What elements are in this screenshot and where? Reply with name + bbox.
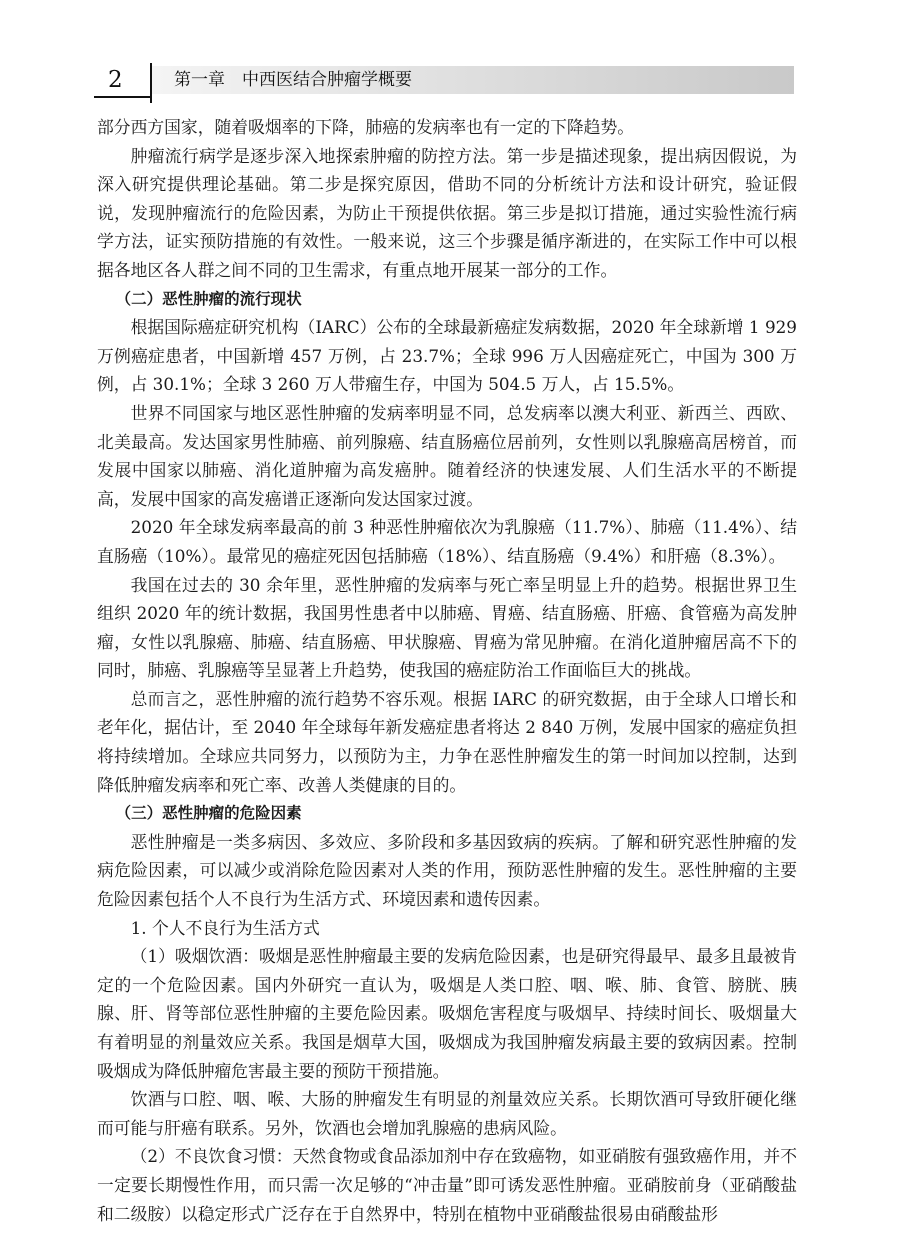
paragraph-regional-differences: 世界不同国家与地区恶性肿瘤的发病率明显不同，总发病率以澳大利亚、新西兰、西欧、北美最高。发达国家男性肺癌、前列腺癌、结直肠癌位居前列，女性则以乳腺癌高居榜首，而发展中国家以肺癌、消化道肿瘤为高发癌肿。随着经济的快速发展、人们生活水平的不断提高，发展中国家的高发癌谱正逐渐向发达国家过渡。: [97, 402, 797, 509]
chapter-title: 第一章 中西医结合肿瘤学概要: [174, 70, 412, 90]
paragraph-diet-habits: （2）不良饮食习惯：天然食物或食品添加剂中存在致癌物，如亚硝胺有强致癌作用，并不一定要长期慢性作用，而只需一次足够的“冲击量”即可诱发恶性肿瘤。亚硝胺前身（亚硝酸盐和二级胺）以稳定形式广泛存在于自然界中，特别在植物中亚硝酸盐很易由硝酸盐形: [97, 1146, 797, 1224]
paragraph-continuation: 部分西方国家，随着吸烟率的下降，肺癌的发病率也有一定的下降趋势。: [97, 117, 635, 137]
page-body: [97, 113, 797, 1228]
paragraph-alcohol: 饮酒与口腔、咽、喉、大肠的肿瘤发生有明显的剂量效应关系。长期饮酒可导致肝硬化继而可能与肝癌有联系。另外，饮酒也会增加乳腺癌的患病风险。: [97, 1089, 797, 1138]
paragraph-china-trends: 我国在过去的 30 余年里，恶性肿瘤的发病率与死亡率呈明显上升的趋势。根据世界卫生组织 2020 年的统计数据，我国男性患者中以肺癌、胃癌、结直肠癌、肝癌、食管癌为高发肿瘤，女性以乳腺癌、肺癌、结直肠癌、甲状腺癌、胃癌为常见肿瘤。在消化道肿瘤居高不下的同时，肺癌、乳腺癌等呈显著上升趋势，使我国的癌症防治工作面临巨大的挑战。: [97, 574, 797, 681]
paragraph-risk-factors-intro: 恶性肿瘤是一类多病因、多效应、多阶段和多基因致病的疾病。了解和研究恶性肿瘤的发病危险因素，可以减少或消除危险因素对人类的作用，预防恶性肿瘤的发生。恶性肿瘤的主要危险因素包括个人不良行为生活方式、环境因素和遗传因素。: [97, 831, 797, 910]
section-heading-risk-factors: （三）恶性肿瘤的危险因素: [115, 804, 302, 823]
page-number: 2: [108, 67, 123, 93]
subheading-lifestyle: 1. 个人不良行为生活方式: [130, 917, 320, 938]
paragraph-summary-outlook: 总而言之，恶性肿瘤的流行趋势不容乐观。根据 IARC 的研究数据，由于全球人口增长和老年化，据估计，至 2040 年全球每年新发癌症患者将达 2 840 万例，发展中国家的癌症负担将持续增加。全球应共同努力，以预防为主，力争在恶性肿瘤发生的第一时间加以控制，达到降低肿瘤发病率和死亡率、改善人类健康的目的。: [97, 688, 797, 795]
section-heading-current-status: （二）恶性肿瘤的流行现状: [115, 289, 302, 308]
paragraph-epidemiology-methods: 肿瘤流行病学是逐步深入地探索肿瘤的防控方法。第一步是描述现象，提出病因假说，为深入研究提供理论基础。第二步是探究原因，借助不同的分析统计方法和设计研究，验证假说，发现肿瘤流行的危险因素，为防止干预提供依据。第三步是拟订措施，通过实验性流行病学方法，证实预防措施的有效性。一般来说，这三个步骤是循序渐进的，在实际工作中可以根据各地区各人群之间不同的卫生需求，有重点地开展某一部分的工作。: [97, 145, 797, 280]
paragraph-iarc-data: 根据国际癌症研究机构（IARC）公布的全球最新癌症发病数据，2020 年全球新增 1 929 万例癌症患者，中国新增 457 万例，占 23.7%；全球 996 万人因癌症死亡，中国为 300 万例，占 30.1%；全球 3 260 万人带瘤生存，中国为 504.5 万人，占 15.5%。: [97, 317, 797, 395]
paragraph-smoking-drinking: （1）吸烟饮酒：吸烟是恶性肿瘤最主要的发病危险因素，也是研究得最早、最多且最被肯定的一个危险因素。国内外研究一直认为，吸烟是人类口腔、咽、喉、肺、食管、膀胱、胰腺、肝、肾等部位恶性肿瘤的主要危险因素。吸烟危害程度与吸烟早、持续时间长、吸烟量大有着明显的剂量效应关系。我国是烟草大国，吸烟成为我国肿瘤发病最主要的致病因素。控制吸烟成为降低肿瘤危害最主要的预防干预措施。: [97, 946, 797, 1081]
running-header: [94, 63, 794, 97]
header-divider-horizontal: [94, 96, 152, 98]
paragraph-top-cancers-2020: 2020 年全球发病率最高的前 3 种恶性肿瘤依次为乳腺癌（11.7%）、肺癌（11.4%）、结直肠癌（10%）。最常见的癌症死因包括肺癌（18%）、结直肠癌（9.4%）和肝癌（8.3%）。: [97, 517, 798, 566]
